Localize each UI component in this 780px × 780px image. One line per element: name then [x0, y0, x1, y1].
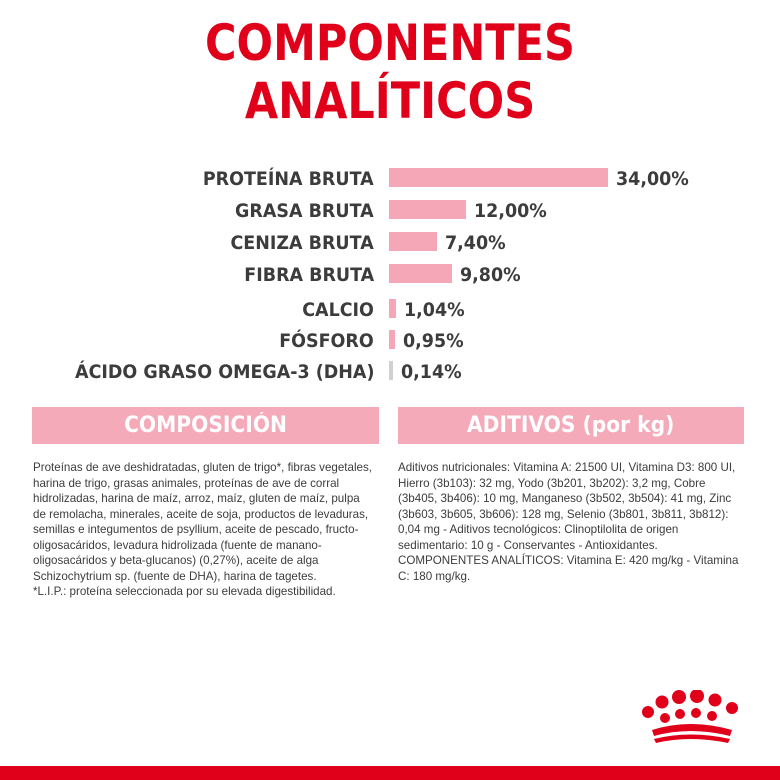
analytic-bar	[389, 264, 452, 283]
analytic-row-fat	[0, 197, 780, 225]
analytic-value: 7,40%	[444, 232, 506, 254]
analytic-bar	[389, 200, 466, 219]
crown-logo-icon	[640, 690, 745, 750]
analytic-value: 0,95%	[403, 330, 464, 352]
analytic-row-protein	[0, 165, 780, 193]
analytic-label: FÓSFORO	[279, 330, 374, 352]
analytic-label: CENIZA BRUTA	[230, 232, 374, 254]
analytic-bar	[389, 361, 393, 380]
additives-header	[398, 407, 744, 444]
analytic-row-fibre	[0, 261, 780, 289]
analytic-value: 1,04%	[403, 299, 465, 321]
analytic-bar	[389, 232, 437, 251]
additives-header-label: ADITIVOS (por kg)	[467, 413, 675, 438]
analytic-bar	[389, 330, 395, 349]
analytic-bar	[389, 168, 608, 187]
analytic-row-ash	[0, 229, 780, 257]
composition-header	[32, 407, 379, 444]
additives-text	[398, 460, 743, 584]
analytic-value: 9,80%	[460, 264, 521, 286]
analytic-row-omega3	[0, 358, 780, 386]
analytic-label: GRASA BRUTA	[235, 200, 374, 222]
composition-text	[33, 460, 373, 600]
composition-note: *L.I.P.: proteína seleccionada por su elevada digestibilidad.	[33, 585, 336, 598]
analytic-label: PROTEÍNA BRUTA	[203, 168, 374, 190]
analytic-bar	[389, 299, 396, 318]
analytic-label: FIBRA BRUTA	[244, 264, 374, 286]
analytic-value: 0,14%	[401, 361, 462, 383]
analytic-row-phosphorus	[0, 327, 780, 355]
analytic-value: 34,00%	[616, 168, 689, 190]
additives-body: Aditivos nutricionales: Vitamina A: 21500 UI, Vitamina D3: 800 UI, Hierro (3b103): 32 mg, Yodo (3b201, 3b202): 3,2 mg, Cobre (3b405, 3b406): 10 mg, Manganeso (3b502, 3b504): 41 mg, Zinc (3b603, 3b605, 3b606): 128 mg, Selenio (3b801, 3b811, 3b812): 0,04 mg - Aditivos tecnológicos: Clinoptilolita de origen sedimentario: 10 g - Conservantes - Antioxidantes.	[398, 461, 736, 552]
analytic-label: CALCIO	[302, 299, 374, 321]
analytic-label: ÁCIDO GRASO OMEGA-3 (DHA)	[74, 361, 374, 383]
analytic-row-calcium	[0, 296, 780, 324]
page-title: COMPONENTES ANALÍTICOS	[204, 14, 575, 130]
bottom-brand-band	[0, 766, 780, 780]
analytic-value: 12,00%	[474, 200, 548, 222]
composition-header-label: COMPOSICIÓN	[124, 413, 287, 438]
composition-body: Proteínas de ave deshidratadas, gluten de trigo*, fibras vegetales, harina de trigo, grasas animales, proteínas de ave de corral hidrolizadas, harina de maíz, arroz, maíz, gluten de maíz, pulpa de remolacha, minerales, aceite de soja, productos de levaduras, semillas e integumentos de psyllium, aceite de pescado, fructo-oligosacáridos, levadura hidrolizada (fuente de manano-oligosacáridos y beta-glucanos) (0,27%), aceite de alga Schizochytrium sp. (fuente de DHA), harina de tagetes.	[33, 461, 373, 583]
additives-analytic: COMPONENTES ANALÍTICOS: Vitamina E: 420 mg/kg - Vitamina C: 180 mg/kg.	[398, 554, 739, 583]
